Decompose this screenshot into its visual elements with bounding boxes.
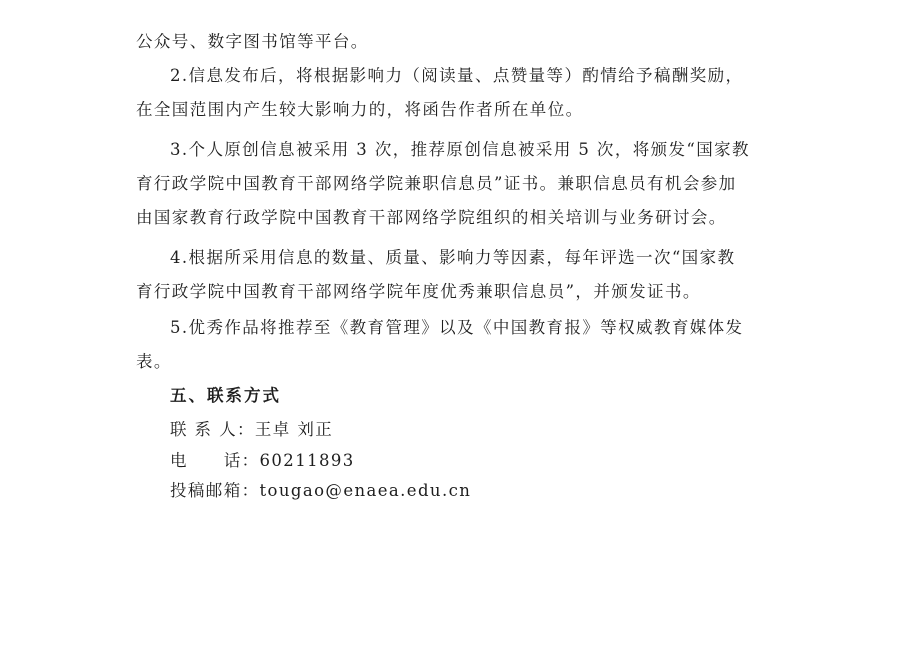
contact-person-row (170, 420, 333, 440)
contact-email-value[interactable]: tougao@enaea.edu.cn (259, 481, 472, 500)
contact-phone-row (170, 451, 355, 471)
contact-phone-label: 电 话： (170, 451, 260, 470)
paragraph-line: 育行政学院中国教育干部网络学院兼职信息员”证书。兼职信息员有机会参加 (136, 174, 737, 193)
paragraph-line: 育行政学院中国教育干部网络学院年度优秀兼职信息员”，并颁发证书。 (136, 282, 701, 301)
paragraph-line: 表。 (136, 352, 172, 371)
contact-email-row (170, 481, 471, 501)
contact-email-label: 投稿邮箱： (170, 481, 260, 500)
paragraph-line: 4.根据所采用信息的数量、质量、影响力等因素，每年评选一次“国家教 (170, 248, 736, 267)
paragraph-line: 公众号、数字图书馆等平台。 (136, 32, 369, 51)
paragraph-line: 在全国范围内产生较大影响力的，将函告作者所在单位。 (136, 100, 584, 119)
paragraph-line: 3.个人原创信息被采用 3 次，推荐原创信息被采用 5 次，将颁发“国家教 (170, 140, 750, 159)
contact-person-label: 联 系 人： (170, 420, 255, 439)
contact-phone-value: 60211893 (259, 451, 355, 470)
paragraph-line: 2.信息发布后，将根据影响力（阅读量、点赞量等）酌情给予稿酬奖励， (170, 66, 744, 85)
paragraph-line: 5.优秀作品将推荐至《教育管理》以及《中国教育报》等权威教育媒体发 (170, 318, 744, 337)
section-heading: 五、联系方式 (170, 386, 281, 405)
paragraph-line: 由国家教育行政学院中国教育干部网络学院组织的相关培训与业务研讨会。 (136, 208, 727, 227)
contact-person-value: 王卓 刘正 (254, 420, 334, 439)
